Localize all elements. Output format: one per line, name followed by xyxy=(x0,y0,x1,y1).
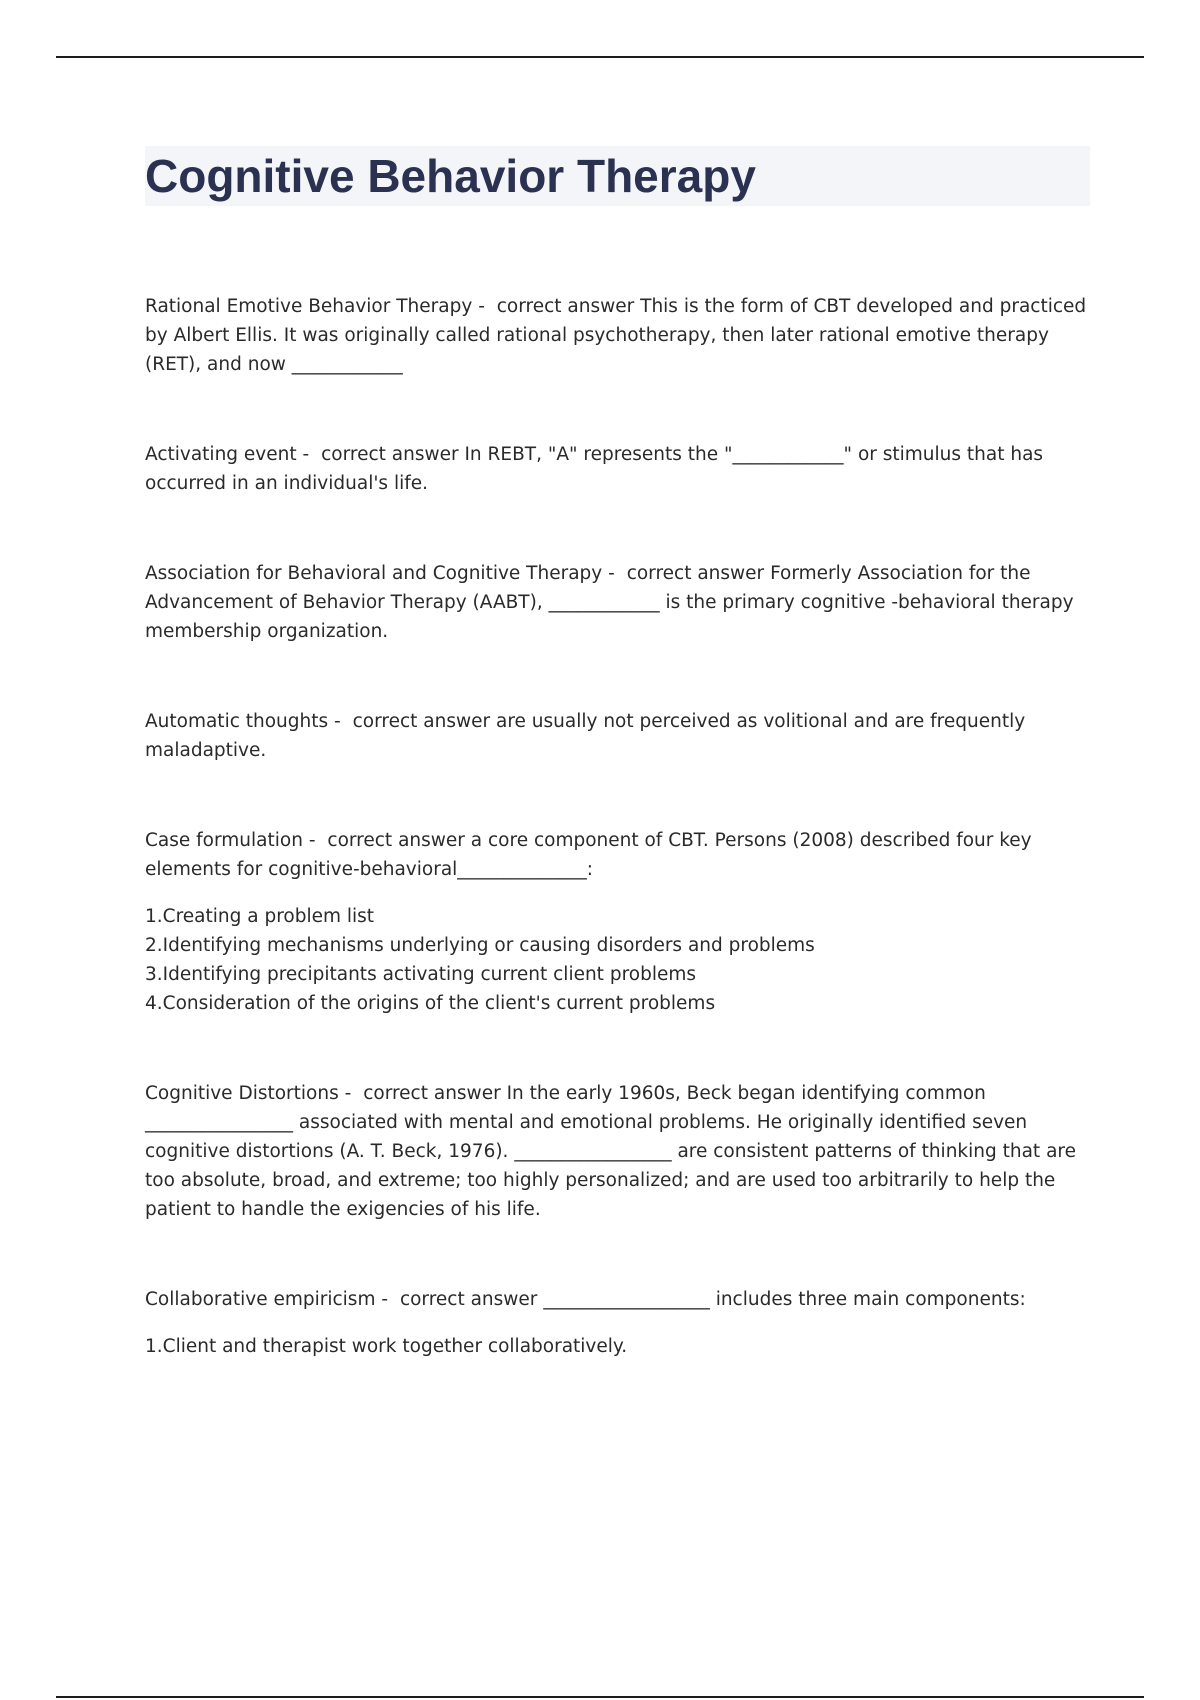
entry-label: correct answer xyxy=(321,444,459,465)
list-item: 4.Consideration of the origins of the client's current problems xyxy=(145,993,716,1014)
entry-definition: Formerly Association for the Advancement of Behavior Therapy (AABT), ____________ is the primary cognitive -behavioral therapy membership organization. xyxy=(145,563,1074,642)
entry-separator: - xyxy=(302,444,310,465)
entry-label: correct answer xyxy=(626,563,765,584)
entry-text xyxy=(145,559,1090,646)
flashcard-entry xyxy=(145,292,1090,379)
entry-definition: In the early 1960s, Beck began identifying common ________________ associated with mental and emotional problems. He originally identified seven cognitive distortions (A. T. Beck, 1976). _________________ are consistent patterns of thinking that are too absolute, broad, and extreme; too highly personalized; and are used too arbitrarily to help the patient to handle the exigencies of his life. xyxy=(145,1083,1076,1220)
entry-separator: - xyxy=(381,1289,389,1310)
entry-term: Cognitive Distortions xyxy=(145,1083,339,1104)
title-band xyxy=(145,146,1090,206)
entry-definition: __________________ includes three main components: xyxy=(543,1289,1026,1310)
entry-separator: - xyxy=(478,296,485,317)
entry-term: Collaborative empiricism xyxy=(145,1289,376,1310)
entry-term: Automatic thoughts xyxy=(145,711,329,732)
flashcard-entry xyxy=(145,1285,1090,1361)
entry-label: correct answer xyxy=(496,296,635,317)
list-item: 1.Creating a problem list xyxy=(145,906,375,927)
document-page xyxy=(145,146,1090,1361)
entry-separator: - xyxy=(608,563,615,584)
flashcard-entry xyxy=(145,440,1090,498)
list-item: 1.Client and therapist work together collaboratively. xyxy=(145,1336,628,1357)
entry-definition: In REBT, "A" represents the "____________" or stimulus that has occurred in an individual's life. xyxy=(145,444,1044,494)
footer-rule xyxy=(56,1696,1144,1698)
entry-label: correct answer xyxy=(352,711,491,732)
entry-label: correct answer xyxy=(363,1083,501,1104)
entry-separator: - xyxy=(308,830,316,851)
header-rule xyxy=(56,56,1144,58)
flashcard-entry xyxy=(145,826,1090,1018)
list-item: 3.Identifying precipitants activating current client problems xyxy=(145,964,697,985)
entry-definition: a core component of CBT. Persons (2008) described four key elements for cognitive-behavioral______________: xyxy=(145,830,1032,880)
list-item: 2.Identifying mechanisms underlying or causing disorders and problems xyxy=(145,935,815,956)
entry-term: Case formulation xyxy=(145,830,303,851)
document-title: Cognitive Behavior Therapy xyxy=(145,150,756,202)
entry-text xyxy=(145,707,1090,765)
entry-label: correct answer xyxy=(399,1289,538,1310)
entry-term: Rational Emotive Behavior Therapy xyxy=(145,296,473,317)
entry-definition: are usually not perceived as volitional and are frequently maladaptive. xyxy=(145,711,1026,761)
flashcard-entry xyxy=(145,1079,1090,1224)
entry-term: Activating event xyxy=(145,444,297,465)
entry-term: Association for Behavioral and Cognitive Therapy xyxy=(145,563,603,584)
entry-label: correct answer xyxy=(327,830,465,851)
entry-text xyxy=(145,292,1090,379)
entry-definition: This is the form of CBT developed and practiced by Albert Ellis. It was originally called rational psychotherapy, then later rational emotive therapy (RET), and now ____________ xyxy=(145,296,1087,375)
entry-text xyxy=(145,440,1090,498)
entry-separator: - xyxy=(334,711,341,732)
entry-separator: - xyxy=(344,1083,352,1104)
flashcard-entry xyxy=(145,707,1090,765)
entry-text xyxy=(145,1285,1090,1314)
flashcard-entry xyxy=(145,559,1090,646)
entry-text xyxy=(145,1079,1090,1224)
entry-text xyxy=(145,826,1090,884)
